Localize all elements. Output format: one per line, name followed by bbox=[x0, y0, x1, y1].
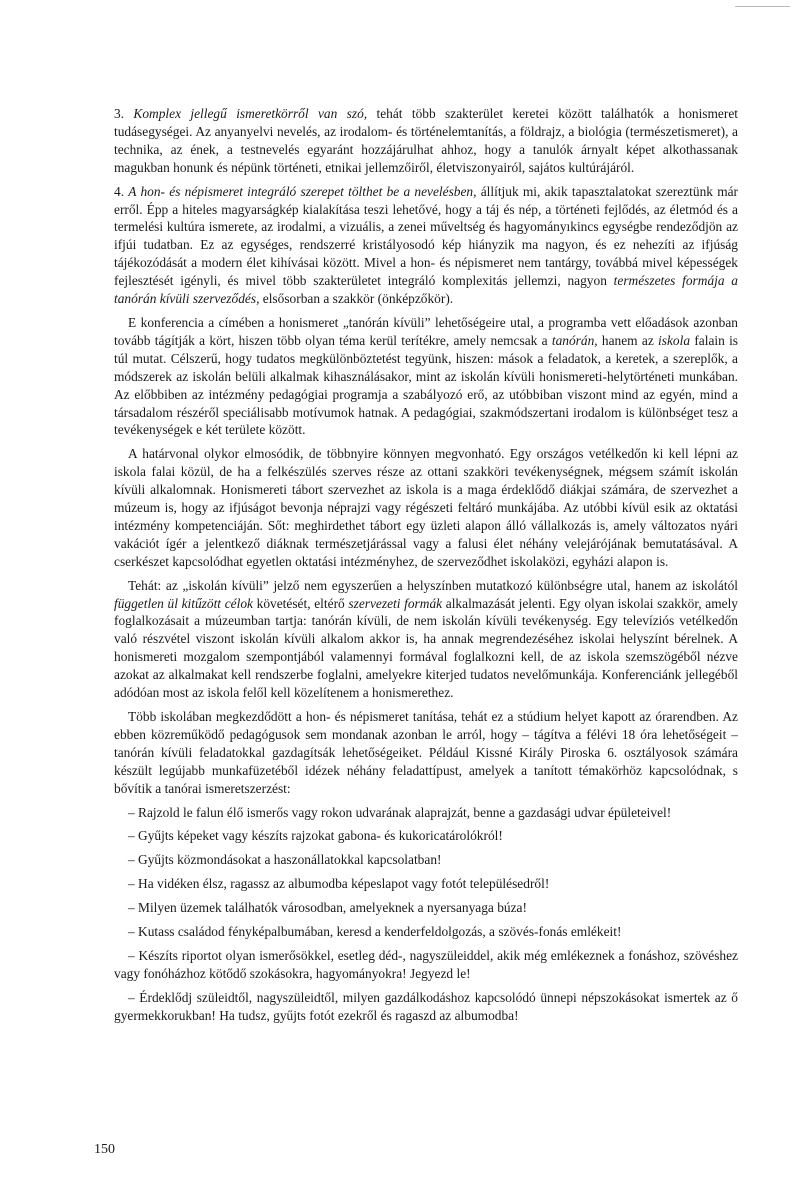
task-item: – Készíts riportot olyan ismerősökkel, esetleg déd-, nagyszüleiddel, akik még emlékeznek a fonáshoz, szövéshez vagy fonóházhoz kötődő szokásokra, hagyományokra! Jegyezd le! bbox=[114, 947, 738, 981]
paragraph-p5 bbox=[114, 314, 738, 439]
paragraph-container bbox=[114, 105, 738, 798]
italic-phrase: szervezeti formák bbox=[348, 595, 443, 611]
text-run: Tehát: az „iskolán kívüli” jelző nem egyszerűen a helyszínben mutatkozó különbségre utal, hanem az iskolától bbox=[128, 577, 738, 593]
page-body bbox=[114, 105, 738, 1031]
paragraph-p8 bbox=[114, 708, 738, 798]
italic-phrase: független ül kitűzött célok bbox=[114, 595, 253, 611]
text-run: E konferencia a címében a honismeret „tanórán kívüli” lehetőségeire utal, a programba vett előadások azonban tovább tágítják a kört, hiszen több olyan téma kerül terítékre, amely nemcsak a bbox=[114, 314, 738, 348]
italic-phrase: természetes formája a tanórán kívüli szerveződés, bbox=[114, 273, 739, 307]
task-list bbox=[114, 804, 738, 1025]
task-item: – Kutass családod fényképalbumában, keresd a kenderfeldolgozás, a szövés-fonás emlékeit! bbox=[128, 924, 622, 940]
text-run: tehát több szakterület keretei között találhatók a honismeret tudásegységei. Az anyanyelvi nevelés, az irodalom- és történelemtanítás, a földrajz, a biológia (természetismeret), a technika, az ének, a testnevelés egyaránt hozzájárulhat ahhoz, hogy a tanulók árnyalt képet alkothassanak magukban honunk és népünk történeti, etnikai jellemzőiről, életviszonyairól, sajátos kultúrájáról. bbox=[114, 106, 739, 175]
paragraph-p4 bbox=[114, 183, 738, 308]
text-run: falain is túl mutat. Célszerű, hogy tudatos megkülönböztetést tegyünk, hiszen: mások a feladatok, a keretek, a szereplők, a módszerek az iskolán belüli alkalmak kihasználásakor, mint az iskolán kívüli honismereti-helytörténeti munkában. Az előbbiben az intézmény pedagógiai programja a szabályozó erő, az utóbbiban viszont mind az egyén, mind a társadalom részéről speciálisabb motívumok hatnak. A pedagógiai, szakmódszertani irodalom is különbséget tesz a tevékenységek e két területe között. bbox=[114, 332, 739, 438]
text-run: követését, eltérő bbox=[252, 595, 349, 611]
task-item: – Rajzold le falun élő ismerős vagy rokon udvarának alaprajzát, benne a gazdasági udvar épületeivel! bbox=[128, 804, 672, 820]
paragraph-p3 bbox=[114, 105, 738, 177]
task-item: – Ha vidéken élsz, ragassz az albumodba képeslapot vagy fotót településedről! bbox=[128, 876, 550, 892]
italic-phrase: Komplex jellegű ismeretkörről van szó, bbox=[133, 106, 368, 121]
italic-phrase: A hon- és népismeret integráló szerepet tölthet be a nevelésben, bbox=[128, 183, 477, 199]
text-run: állítjuk mi, akik tapasztalatokat szereztünk már erről. Épp a hiteles magyarságkép kialakítása teszi lehetővé, hogy a táj és nép, a történeti fejlődés, az életmód és a termelési kultúra ismerete, az irodalmi, a vizuális, a zenei műveltség és hagyományıkincs egységbe rendeződjön az ifjúi tudatban. Ez az egységes, rendszerré kristályosodó kép hiányzik ma nagyon, és ez nehezíti az ifjúság tájékozódását a modern élet kihívásai között. Mivel a hon- és népismeret nem tantárgy, továbbá mivel képességek fejlesztését igényli, és mivel több szakterületet integráló komplexitás jellemzi, nagyon bbox=[114, 183, 739, 289]
text-run: A határvonal olykor elmosódik, de többnyire könnyen megvonható. Egy országos vetélkedőn ki kell lépni az iskola falai közül, de ha a felkészülés szerves része az ottani szakköri tevékenységnek, mégsem számít iskolán kívüli alkalomnak. Honismereti tábort szervezhet az iskola is a maga érdeklődő diákjai számára, de szervezhet a múzeum is, hogy az ifjúságot bevonja néprajzi vagy régészeti feltáró munkájába. Az utóbbi kívül esik az oktatási intézmény kompetenciáján. Sőt: meghirdethet tábort egy üzleti alapon álló vállalkozás is, amely változatos nyári vakációt ígér a jelentkező diáknak természetjárással vagy a falusi élet néhány velejárójának bemutatásával. A cserkészet kapcsolódhat egyetlen oktatási intézményhez, de szerveződhet iskolaközi, egyházi alapon is. bbox=[114, 446, 738, 569]
top-edge-rule bbox=[735, 6, 790, 7]
text-run: alkalmazását jelenti. Egy olyan iskolai szakkör, amely foglalkozásait a múzeumban tartja: tanórán kívüli, de nem iskolán kívüli tevékenység. Egy televíziós vetélkedőn való részvétel viszont iskolán kívüli alkalom akkor is, ha annak megrendezéséhez iskolai helyszínt bérelnek. A honismereti mozgalom szempontjából valamennyi formával foglalkozni kell, de az iskola szemszögéből nézve azokat az alkalmakat kell rendszerbe foglalni, amelyekre kiterjed tudatos nevelőmunkája. Konferenciánk jellegéből adódóan most az iskola felől kell közelítenem a honismerethez. bbox=[114, 595, 739, 701]
paragraph-p6 bbox=[114, 445, 738, 570]
task-item: – Érdeklődj szüleidtől, nagyszüleidtől, milyen gazdálkodáshoz kapcsolódó ünnepi népszokásokat ismertek az ő gyermekkorukban! Ha tudsz, gyűjts fotót ezekről és ragaszd az albumodba! bbox=[114, 989, 738, 1023]
page-number: 150 bbox=[94, 1142, 115, 1157]
text-run: hanem az bbox=[597, 332, 659, 348]
italic-phrase: tanórán, bbox=[551, 332, 598, 348]
paragraph-p7 bbox=[114, 577, 738, 702]
text-run: elsősorban a szakkör (önképzőkör). bbox=[259, 291, 454, 307]
task-item: – Gyűjts képeket vagy készíts rajzokat gabona- és kukoricatárolókról! bbox=[128, 828, 503, 844]
italic-phrase: iskola bbox=[658, 332, 691, 348]
task-item: – Milyen üzemek találhatók városodban, amelyeknek a nyersanyaga búza! bbox=[128, 900, 527, 916]
text-run: Több iskolában megkezdődött a hon- és népismeret tanítása, tehát ez a stúdium helyet kapott az órarendben. Az ebben közreműködő pedagógusok sem mondanak azonban le arról, hogy – tágítva a félévi 18 óra lehetőségeit – tanórán kívüli feladatokkal gazdagítsák lehetőségeiket. Például Kissné Király Piroska 6. osztályosok számára készült legújabb munkafüzetéből idézek néhány feladattípust, amelyek a tanított témakörhöz kapcsolódnak, s bővítik a tanórai ismeretszerzést: bbox=[114, 709, 738, 796]
text-run: 3. bbox=[114, 106, 134, 121]
text-run: 4. bbox=[114, 183, 129, 199]
task-item: – Gyűjts közmondásokat a haszonállatokkal kapcsolatban! bbox=[128, 852, 442, 868]
